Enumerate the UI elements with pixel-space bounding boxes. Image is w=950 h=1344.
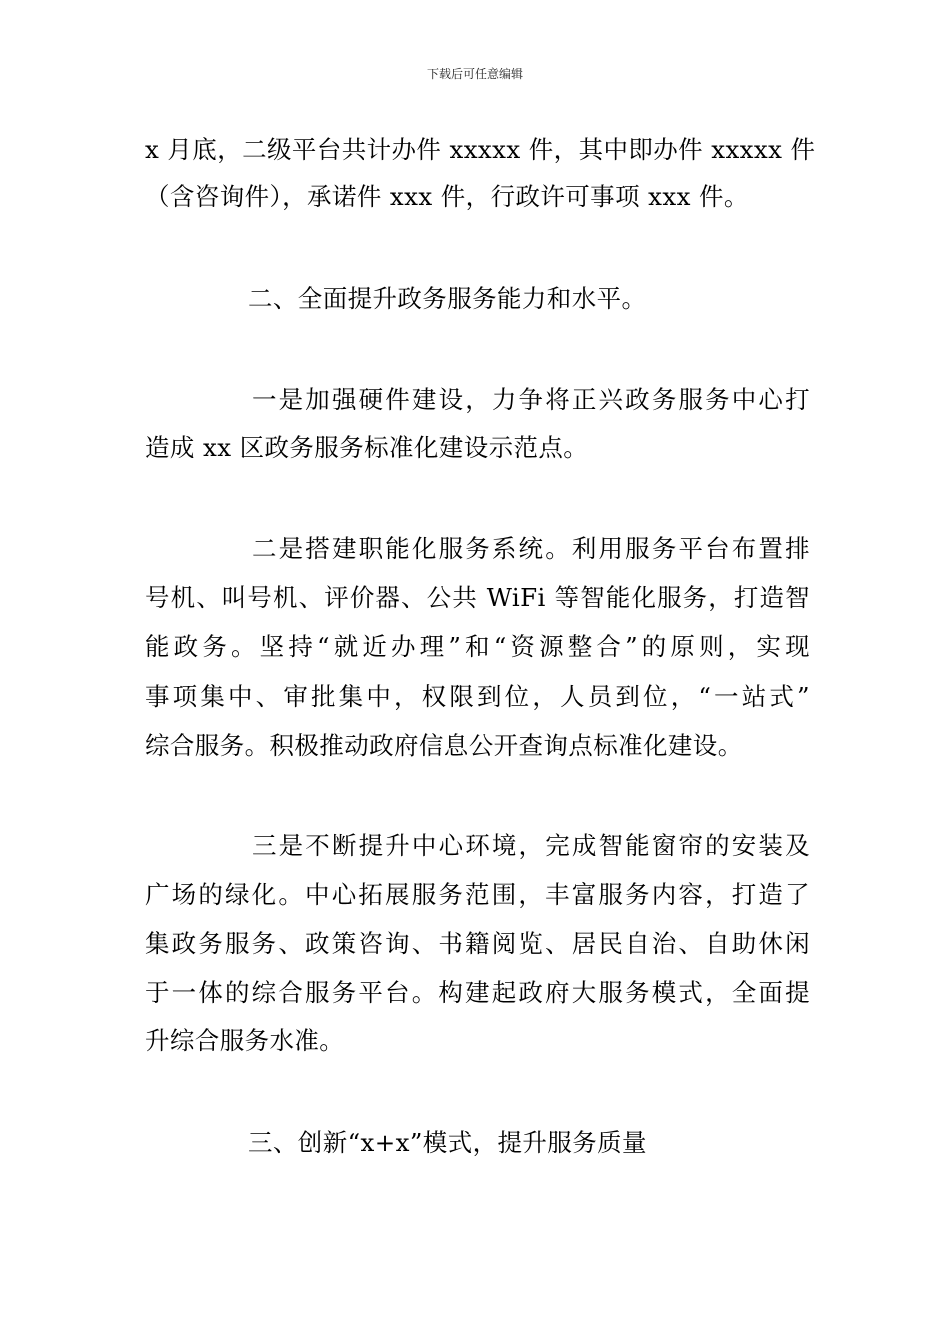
- body-line: 号机、叫号机、评价器、公共 WiFi 等智能化服务，打造智: [145, 583, 810, 612]
- body-line: 事项集中、审批集中，权限到位，人员到位，“一站式”: [145, 682, 810, 711]
- body-line: 集政务服务、政策咨询、书籍阅览、居民自治、自助休闲: [145, 929, 810, 958]
- body-line: 于一体的综合服务平台。构建起政府大服务模式，全面提: [145, 978, 810, 1007]
- body-line: 升综合服务水准。: [145, 1026, 345, 1055]
- page-header: 下载后可任意编辑: [426, 67, 523, 81]
- body-line: 能政务。坚持“就近办理”和“资源整合”的原则，实现: [145, 632, 810, 661]
- body-line: 综合服务。积极推动政府信息公开查询点标准化建设。: [145, 731, 743, 760]
- body-line: x 月底，二级平台共计办件 xxxxx 件，其中即办件 xxxxx 件: [145, 135, 816, 164]
- body-line: 三是不断提升中心环境，完成智能窗帘的安装及: [252, 831, 810, 860]
- section-heading: 三、创新“x+x”模式，提升服务质量: [248, 1128, 647, 1157]
- body-line: （含咨询件），承诺件 xxx 件，行政许可事项 xxx 件。: [145, 182, 749, 211]
- body-line: 造成 xx 区政务服务标准化建设示范点。: [145, 433, 589, 462]
- body-line: 广场的绿化。中心拓展服务范围，丰富服务内容，打造了: [145, 880, 810, 909]
- section-heading: 二、全面提升政务服务能力和水平。: [248, 284, 647, 313]
- body-line: 一是加强硬件建设，力争将正兴政务服务中心打: [252, 385, 810, 414]
- body-line: 二是搭建职能化服务系统。利用服务平台布置排: [252, 534, 810, 563]
